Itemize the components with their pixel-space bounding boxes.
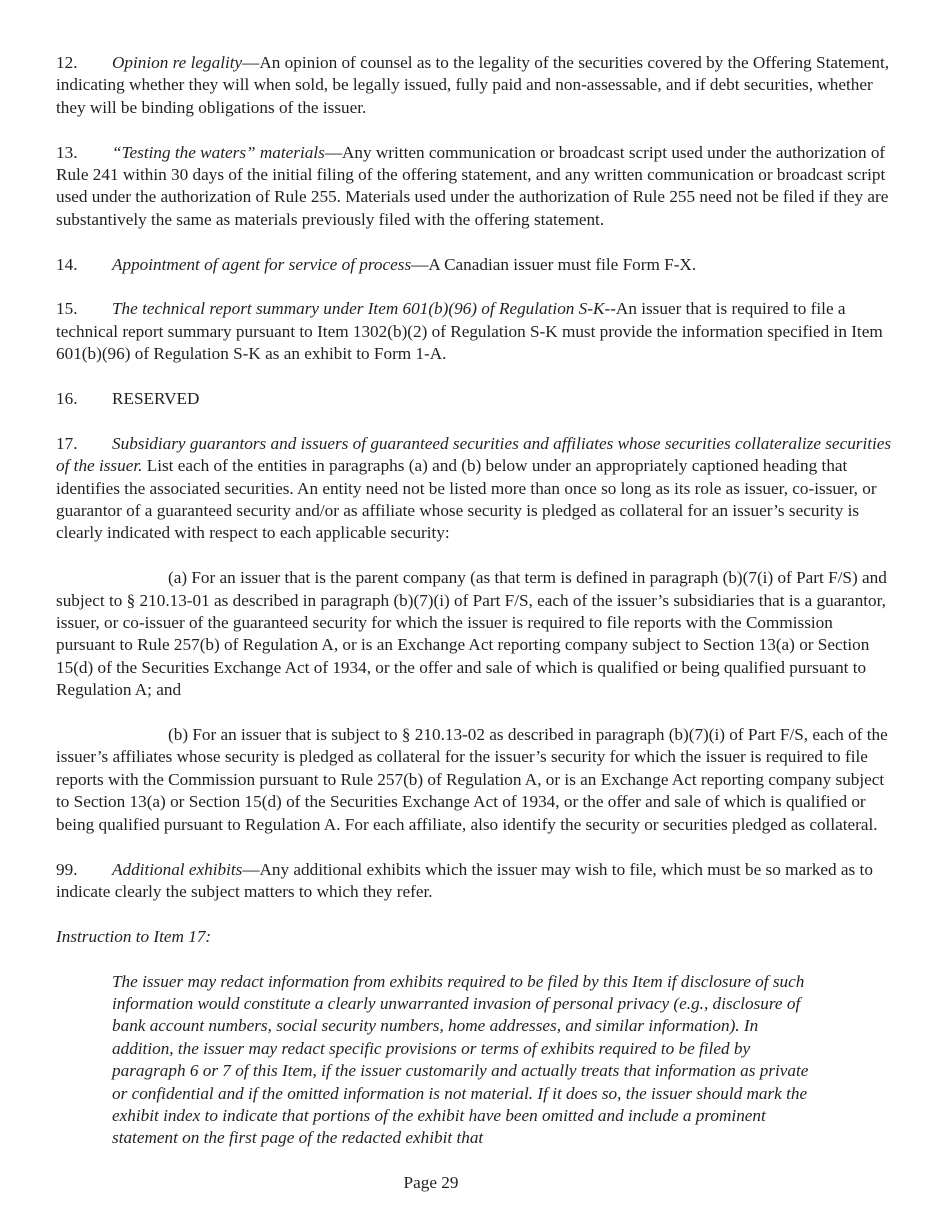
item-number: 17. <box>56 433 78 453</box>
item-99 <box>56 859 896 904</box>
item-17 <box>56 433 896 545</box>
sub-paragraph-a: (a) For an issuer that is the parent company (as that term is defined in paragraph (b)(7(i) of Part F/S) and subject to § 210.13-01 as described in paragraph (b)(7)(i) of Part F/S, each of the issuer’s subsidiaries that is a guarantor, issuer, or co-issuer of the guaranteed security for which the issuer is required to file reports with the Commission pursuant to Rule 257(b) of Regulation A, or is an Exchange Act reporting company subject to Section 13(a) or Section 15(d) of the Securities Exchange Act of 1934, or the offer and sale of which is qualified or being qualified pursuant to Regulation A; and <box>56 568 887 700</box>
item-heading: “Testing the waters” materials <box>112 142 325 162</box>
item-number: 16. <box>56 389 78 409</box>
item-text: —An opinion of counsel as to the legality of the securities covered by the Offering Statement, indicating whether they will when sold, be legally issued, fully paid and non-assessable, and if debt securities, whether they will be binding obligations of the issuer. <box>56 53 890 117</box>
item-14 <box>56 254 896 276</box>
item-text: —Any additional exhibits which the issuer may wish to file, which must be so marked as to indicate clearly the subject matters to which they refer. <box>56 859 873 901</box>
item-number: 13. <box>56 142 78 162</box>
instruction-body: The issuer may redact information from exhibits required to be filed by this Item if disclosure of such information would constitute a clearly unwarranted invasion of personal privacy (e.g., disclosure of bank account numbers, social security numbers, home addresses, and similar information). In addition, the issuer may redact specific provisions or terms of exhibits required to be filed by paragraph 6 or 7 of this Item, if the issuer customarily and actually treats that information as private or confidential and if the omitted information is not material. If it does so, the issuer should mark the exhibit index to indicate that portions of the exhibit have been omitted and include a prominent statement on the first page of the redacted exhibit that <box>112 971 809 1148</box>
item-heading: Subsidiary guarantors and issuers of guaranteed securities and affiliates whose securities collateralize securities of the issuer. <box>56 433 892 476</box>
item-number: 99. <box>56 859 78 879</box>
item-heading: Additional exhibits <box>112 859 243 879</box>
item-number: 14. <box>56 254 78 274</box>
item-text: —Any written communication or broadcast script used under the authorization of Rule 241 within 30 days of the initial filing of the offering statement, and any written communication or broadcast script used under the authorization of Rule 255. Materials used under the authorization of Rule 255 need not be filed if they are substantively the same as materials previously filed with the offering statement. <box>56 142 889 229</box>
item-heading: The technical report summary under Item 601(b)(96) of Regulation S-K <box>112 299 605 319</box>
item-16 <box>56 388 896 410</box>
item-text: —A Canadian issuer must file Form F-X. <box>411 254 697 274</box>
document-page <box>56 52 896 1150</box>
item-heading: Appointment of agent for service of process <box>112 254 412 274</box>
item-number: 15. <box>56 299 78 319</box>
item-13 <box>56 142 896 232</box>
item-heading: Opinion re legality <box>112 53 243 72</box>
item-text: List each of the entities in paragraphs (a) and (b) below under an appropriately captioned heading that identifies the associated securities. An entity need not be listed more than once so long as its role as issuer, co-issuer, or guarantor of a guaranteed security and/or as affiliate whose security is pledged as collateral for an issuer’s security is clearly indicated with respect to each applicable security: <box>56 456 877 543</box>
item-12 <box>56 52 896 119</box>
sub-paragraph-b: (b) For an issuer that is subject to § 210.13-02 as described in paragraph (b)(7)(i) of Part F/S, each of the issuer’s affiliates whose security is pledged as collateral for the issuer’s security for which the issuer is required to file reports with the Commission pursuant to Rule 257(b) of Regulation A, or is an Exchange Act reporting company subject to Section 13(a) or Section 15(d) of the Securities Exchange Act of 1934, or the offer and sale of which is qualified or being qualified pursuant to Regulation A. For each affiliate, also identify the security or securities pledged as collateral. <box>56 725 888 834</box>
item-number: 12. <box>56 53 78 72</box>
instruction-heading: Instruction to Item 17: <box>56 926 212 946</box>
item-text: --An issuer that is required to file a technical report summary pursuant to Item 1302(b)(2) of Regulation S-K must provide the information specified in Item 601(b)(96) of Regulation S-K as an exhibit to Form 1-A. <box>56 299 883 364</box>
item-text: RESERVED <box>112 389 200 409</box>
page-number: Page 29 <box>403 1173 459 1192</box>
item-15 <box>56 298 896 365</box>
